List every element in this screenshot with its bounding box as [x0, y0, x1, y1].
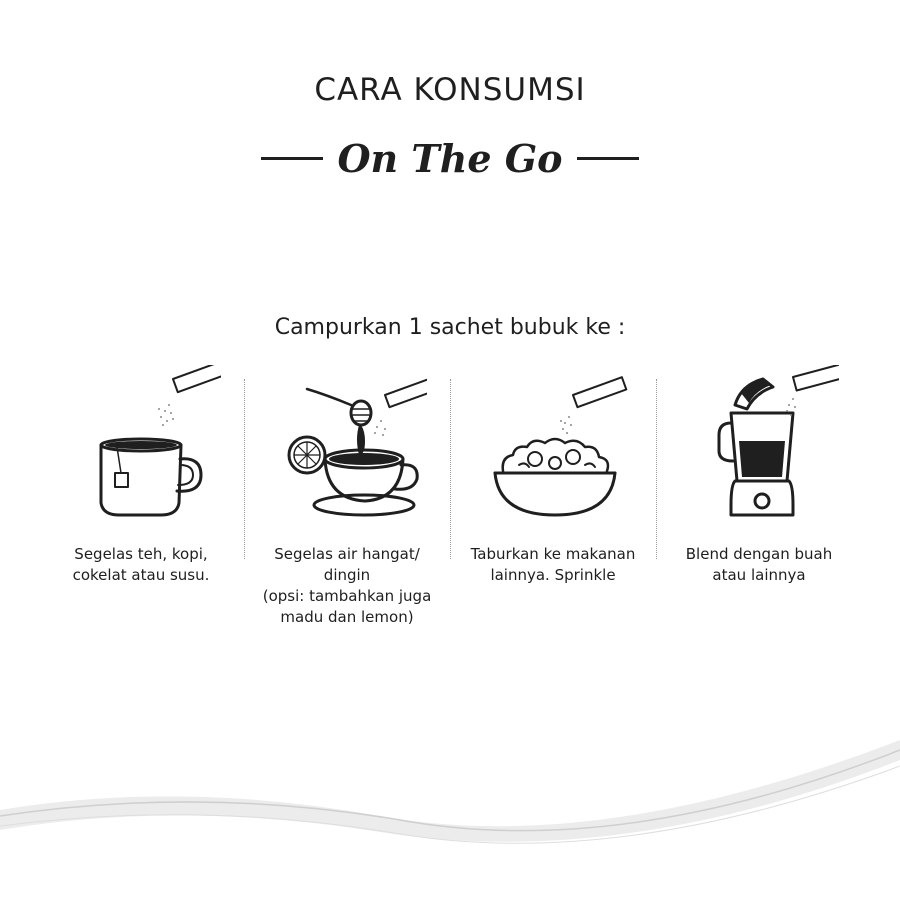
page-subtitle: On The Go	[337, 135, 563, 181]
steps-row	[38, 365, 862, 645]
blender-icon	[679, 365, 839, 530]
subtitle-row	[0, 128, 900, 188]
left-dash	[261, 157, 323, 160]
step-cup-honey-lemon	[244, 365, 450, 645]
step-caption: Blend dengan buah atau lainnya	[685, 545, 833, 584]
cup-with-honey-and-lemon-icon	[267, 365, 427, 530]
right-dash	[577, 157, 639, 160]
step-salad	[450, 365, 656, 645]
step-caption: Segelas teh, kopi, cokelat atau susu.	[72, 545, 210, 584]
step-caption: Segelas air hangat/ dingin (opsi: tambahkan juga madu dan lemon)	[262, 545, 432, 626]
salad-bowl-icon	[473, 365, 633, 530]
mug-with-teabag-icon	[61, 365, 221, 530]
step-caption: Taburkan ke makanan lainnya. Sprinkle	[470, 545, 636, 584]
decorative-wave	[0, 720, 900, 900]
step-mug	[38, 365, 244, 645]
page-title: CARA KONSUMSI	[314, 72, 586, 108]
instruction-text: Campurkan 1 sachet bubuk ke :	[274, 315, 626, 340]
step-blender	[656, 365, 862, 645]
